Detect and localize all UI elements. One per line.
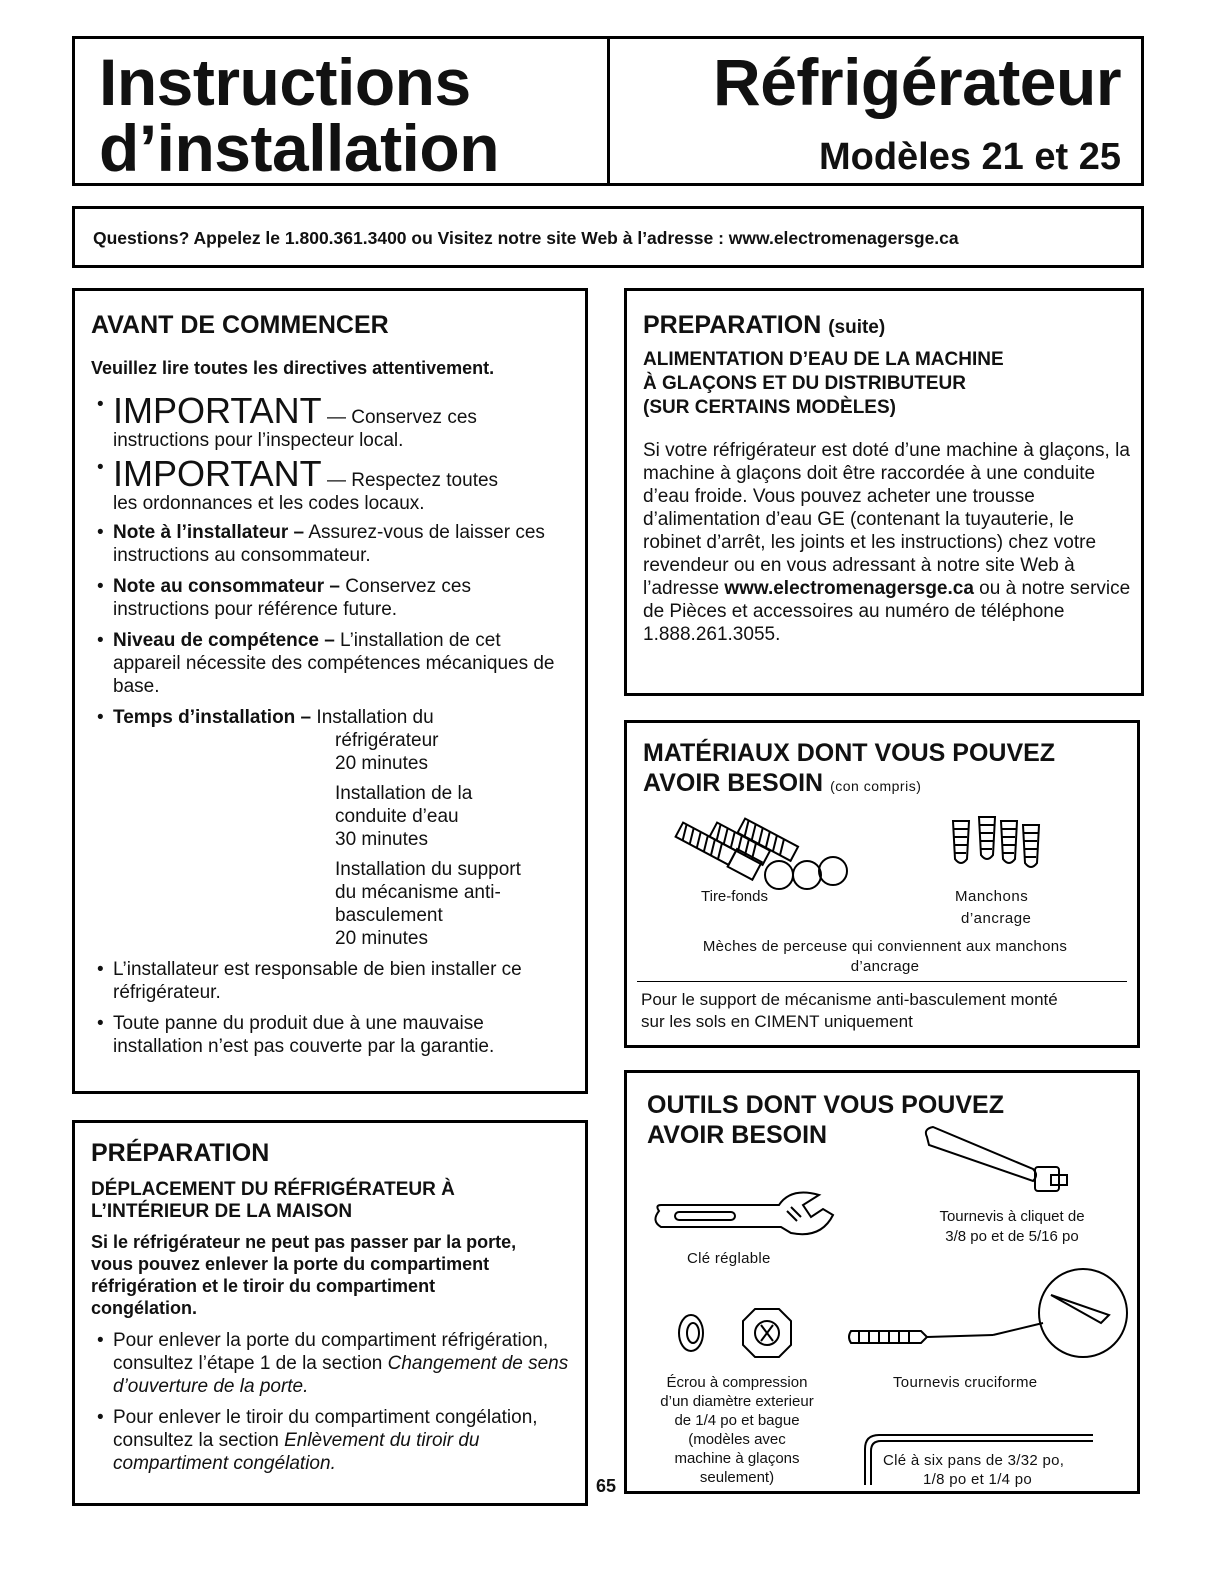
materials-title-2-text: AVOIR BESOIN: [643, 769, 824, 797]
skill-level: [91, 629, 571, 698]
materials-note-2: sur les sols en CIMENT uniquement: [641, 1012, 913, 1031]
hex-key-label-2: 1/8 po et 1/4 po: [923, 1471, 1033, 1488]
ratchet-label-2: 3/8 po et de 5/16 po: [945, 1228, 1079, 1245]
note-installer-text: Assurez-vous de laisser ces instructions au consommateur.: [113, 522, 545, 566]
time2-c: 30 minutes: [335, 829, 428, 850]
time3-d: 20 minutes: [335, 928, 428, 949]
time3-b: du mécanisme anti-: [335, 882, 501, 903]
prep-list: [91, 1329, 573, 1475]
nut-label-4: (modèles avec: [688, 1431, 786, 1448]
wrench-label: Clé réglable: [687, 1250, 771, 1267]
ratchet-label-1: Tournevis à cliquet de: [939, 1208, 1085, 1225]
warranty-text: Toute panne du produit due à une mauvaise installation n’est pas couverte par la garantie.: [113, 1013, 495, 1057]
phillips-screwdriver-icon: [847, 1273, 1137, 1363]
important-2-line2: les ordonnances et les codes locaux.: [113, 493, 425, 514]
page-title-right: Réfrigérateur: [713, 45, 1121, 119]
time2-b: conduite d’eau: [335, 806, 459, 827]
contact-bar: [72, 206, 1144, 268]
phillips-label: Tournevis cruciforme: [893, 1374, 1038, 1391]
anchors-label-1: Manchons: [955, 888, 1029, 905]
prep-b1-text: Pour enlever la porte du compartiment réfrigération, consultez l’étape 1 de la section: [113, 1330, 549, 1374]
time2-a: Installation de la: [335, 783, 473, 804]
avant-intro: Veuillez lire toutes les directives attentivement.: [91, 358, 495, 378]
prep-subtitle-2: L’INTÉRIEUR DE LA MAISON: [91, 1201, 353, 1222]
page-title-left-2: d’installation: [99, 111, 500, 185]
nut-label-6: seulement): [699, 1469, 775, 1486]
tools-title-2: AVOIR BESOIN: [647, 1121, 828, 1149]
prep-bold-para: Si le réfrigérateur ne peut pas passer par la porte, vous pouvez enlever la porte du compartiment réfrigération et le tiroir du compartiment congélation.: [91, 1232, 517, 1318]
note-installer-label: Note à l’installateur –: [113, 522, 305, 543]
time3-c: basculement: [335, 905, 443, 926]
prep-suite-section: [624, 288, 1144, 696]
prep-suite-title: [643, 311, 885, 342]
drill-bits-1: Mèches de perceuse qui conviennent aux manchons: [702, 938, 1068, 955]
prep-bullet-2: [91, 1406, 573, 1475]
header-box: [72, 36, 1144, 186]
note-installer: [91, 521, 571, 567]
prep-b1-italic: Changement de sens d’ouverture de la porte.: [113, 1353, 569, 1397]
contact-text: Questions? Appelez le 1.800.361.3400 ou Visitez notre site Web à l’adresse : www.electromenagersge.ca: [93, 228, 959, 248]
page-title-left-1: Instructions: [99, 45, 471, 119]
skill-text: L’installation de cet appareil nécessite des compétences mécaniques de base.: [113, 630, 555, 697]
resp-text: L’installateur est responsable de bien installer ce réfrigérateur.: [113, 959, 522, 1003]
adjustable-wrench-icon: [651, 1191, 841, 1241]
prep-subtitle-1: DÉPLACEMENT DU RÉFRIGÉRATEUR À: [91, 1179, 455, 1200]
prep-suite-para-2: ou à notre service de Pièces et accessoires au numéro de téléphone 1.888.261.3055.: [643, 578, 1131, 645]
tools-section: [624, 1070, 1140, 1494]
prep-suite-sub-1: ALIMENTATION D’EAU DE LA MACHINE: [643, 349, 1004, 370]
important-1-rest: — Conservez ces: [326, 407, 477, 428]
lag-screws-label: Tire-fonds: [701, 888, 768, 905]
prep-suite-title-text: PREPARATION: [643, 311, 822, 339]
prep-suite-sub-2: À GLAÇONS ET DU DISTRIBUTEUR: [643, 373, 966, 394]
time1-a: Installation du: [316, 707, 434, 728]
anchors-icon: [945, 815, 1045, 875]
materials-section: [624, 720, 1140, 1048]
prep-suite-title-suffix: (suite): [828, 317, 886, 338]
avant-title: AVANT DE COMMENCER: [91, 311, 389, 339]
skill-label: Niveau de compétence –: [113, 630, 335, 651]
note-consumer-label: Note au consommateur –: [113, 576, 340, 597]
prep-suite-para-1: Si votre réfrigérateur est doté d’une machine à glaçons, la machine à glaçons doit être raccordée à une conduite d’eau froide. Vous pouvez acheter une trousse d’alimentation d’eau GE (contenant la tuyauterie, le robinet d’arrêt, les joints et les instructions) chez votre revendeur ou en vous adressant à notre site Web à l’adresse: [643, 440, 1130, 599]
models-subtitle: Modèles 21 et 25: [818, 136, 1121, 178]
materials-title-suffix: (con compris): [830, 778, 922, 794]
install-time: [91, 706, 571, 950]
important-1-word: IMPORTANT: [113, 390, 322, 431]
note-consumer: [91, 575, 571, 621]
note-consumer-text: Conservez ces instructions pour référence future.: [113, 576, 471, 620]
prep-b2-text: Pour enlever le tiroir du compartiment congélation, consultez la section: [113, 1407, 538, 1451]
avant-section: [72, 288, 588, 1094]
lag-screws-icon: [667, 809, 847, 899]
installer-responsible: [91, 958, 571, 1004]
important-2: [91, 453, 571, 515]
nut-label-5: machine à glaçons: [674, 1450, 800, 1467]
prep-suite-url: www.electromenagersge.ca: [724, 578, 974, 599]
prep-suite-sub-3: (SUR CERTAINS MODÈLES): [643, 397, 896, 418]
prep-suite-para: [643, 439, 1131, 646]
time1-b: réfrigérateur: [335, 730, 439, 751]
important-2-rest: — Respectez toutes: [326, 470, 499, 491]
prep-bullet-1: [91, 1329, 573, 1398]
materials-divider: [637, 981, 1127, 982]
important-1-line2: instructions pour l’inspecteur local.: [113, 430, 404, 451]
prep-title: PRÉPARATION: [91, 1139, 270, 1167]
nut-label-3: de 1/4 po et bague: [674, 1412, 800, 1429]
drill-bits-2: d’ancrage: [850, 958, 920, 975]
important-2-word: IMPORTANT: [113, 453, 322, 494]
nut-label-2: d’un diamètre exterieur: [660, 1393, 814, 1410]
hex-key-label-1: Clé à six pans de 3/32 po,: [883, 1452, 1065, 1469]
materials-note-1: Pour le support de mécanisme anti-basculement monté: [641, 990, 1058, 1009]
warranty-note: [91, 1012, 571, 1058]
ratchet-screwdriver-icon: [923, 1123, 1073, 1203]
time1-c: 20 minutes: [335, 753, 428, 774]
prep-section: [72, 1120, 588, 1506]
tools-title-1: OUTILS DONT VOUS POUVEZ: [647, 1091, 1004, 1119]
time-label: Temps d’installation –: [113, 707, 312, 728]
page-number: 65: [596, 1476, 617, 1496]
nut-label-1: Écrou à compression: [666, 1374, 808, 1391]
materials-title-2: [643, 769, 921, 800]
avant-list: [91, 390, 571, 1058]
prep-b2-italic: Enlèvement du tiroir du compartiment congélation.: [113, 1430, 480, 1474]
compression-nut-icon: [671, 1303, 801, 1363]
anchors-label-2: d’ancrage: [961, 910, 1032, 927]
materials-title-1: MATÉRIAUX DONT VOUS POUVEZ: [643, 739, 1056, 767]
time3-a: Installation du support: [335, 859, 521, 880]
header-divider: [607, 39, 610, 183]
important-1: [91, 390, 571, 452]
